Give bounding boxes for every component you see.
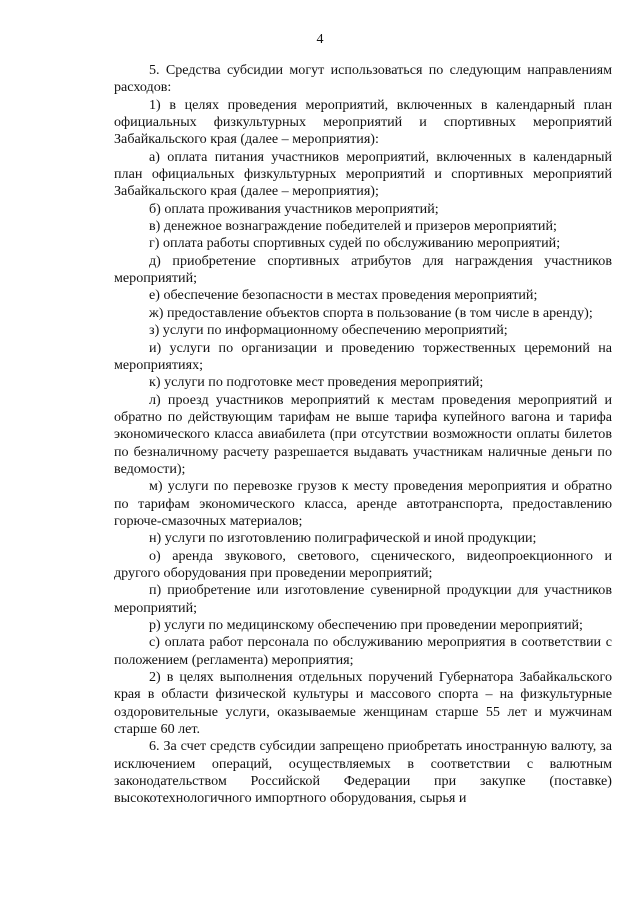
paragraph-1-events: 1) в целях проведения мероприятий, включенных в календарный план официальных физкультурных мероприятий и спортивных мероприятий Забайкальского края (далее – мероприятия): bbox=[114, 96, 612, 148]
paragraph-l-travel: л) проезд участников мероприятий к местам проведения мероприятий и обратно по действующим тарифам не выше тарифа купейного вагона и тарифа экономического класса авиабилета (при отсутствии возможности оплаты билетов по безналичному расчету разрешается выдавать участникам наличные деньги по ведомости); bbox=[114, 391, 612, 477]
paragraph-2-governor: 2) в целях выполнения отдельных поручений Губернатора Забайкальского края в области физической культуры и массового спорта – на физкультурные оздоровительные услуги, оказываемые женщинам старше 55 лет и мужчинам старше 60 лет. bbox=[114, 669, 612, 738]
paragraph-a-food: а) оплата питания участников мероприятий, включенных в календарный план официальных физкультурных мероприятий и спортивных мероприятий Забайкальского края (далее – мероприятия); bbox=[114, 148, 612, 200]
paragraph-n-printing: н) услуги по изготовлению полиграфической и иной продукции; bbox=[149, 530, 537, 547]
paragraph-6-currency: 6. За счет средств субсидии запрещено приобретать иностранную валюту, за исключением операций, осуществляемых в соответствии с валютным законодательством Российской Федерации при закупке (поставке) высокотехнологичного импортного оборудования, сырья и bbox=[114, 738, 612, 807]
paragraph-i-ceremonies: и) услуги по организации и проведению торжественных церемоний на мероприятиях; bbox=[114, 339, 612, 373]
paragraph-zh-facilities: ж) предоставление объектов спорта в пользование (в том числе в аренду); bbox=[149, 304, 593, 321]
paragraph-k-venues: к) услуги по подготовке мест проведения мероприятий; bbox=[149, 374, 484, 391]
paragraph-d-attributes: д) приобретение спортивных атрибутов для награждения участников мероприятий; bbox=[114, 252, 612, 287]
paragraph-o-equipment: о) аренда звукового, светового, сценического, видеопроекционного и другого оборудования при проведении мероприятий; bbox=[114, 547, 612, 581]
document-body bbox=[114, 62, 612, 808]
page-number: 4 bbox=[316, 32, 324, 47]
paragraph-r-medical: р) услуги по медицинскому обеспечению при проведении мероприятий; bbox=[149, 617, 583, 633]
paragraph-p-souvenirs: п) приобретение или изготовление сувенирной продукции для участников мероприятий; bbox=[114, 582, 612, 616]
paragraph-g-referees: г) оплата работы спортивных судей по обслуживанию мероприятий; bbox=[149, 235, 561, 252]
paragraph-5-intro: 5. Средства субсидии могут использоваться по следующим направлениям расходов: bbox=[114, 62, 612, 96]
paragraph-e-security: е) обеспечение безопасности в местах проведения мероприятий; bbox=[149, 287, 538, 304]
paragraph-z-information: з) услуги по информационному обеспечению мероприятий; bbox=[149, 322, 508, 339]
paragraph-v-rewards: в) денежное вознаграждение победителей и призеров мероприятий; bbox=[149, 218, 557, 235]
paragraph-s-staff: с) оплата работ персонала по обслуживанию мероприятия в соответствии с положением (регламента) мероприятия; bbox=[114, 634, 612, 668]
paragraph-m-cargo: м) услуги по перевозке грузов к месту проведения мероприятия и обратно по тарифам экономического класса, аренде автотранспорта, предоставлению горюче-смазочных материалов; bbox=[114, 478, 612, 529]
paragraph-b-accommodation: б) оплата проживания участников мероприятий; bbox=[149, 200, 439, 217]
